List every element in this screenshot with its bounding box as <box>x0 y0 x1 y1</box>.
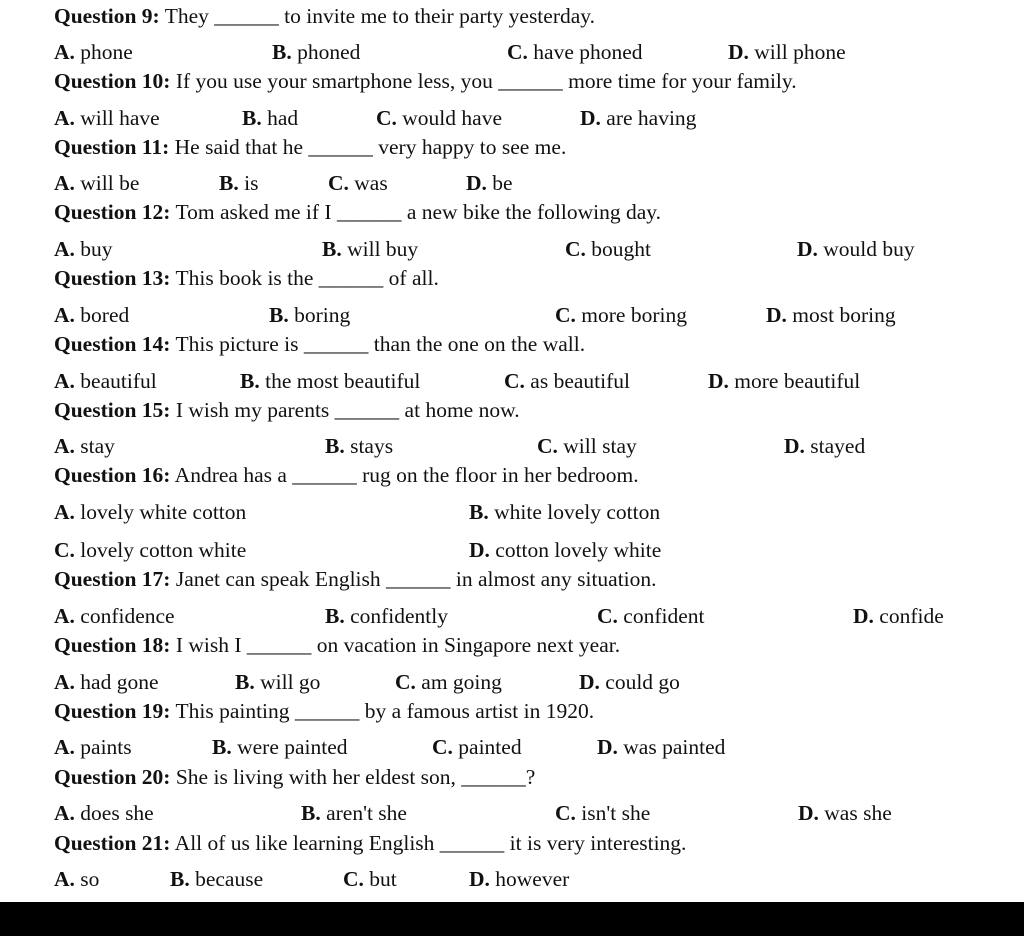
question-text: Janet can speak English ______ in almost any situation. <box>175 567 657 591</box>
question-number: Question 21: <box>54 831 171 855</box>
question-17 <box>54 565 657 593</box>
question-number: Question 18: <box>54 633 171 657</box>
question-number: Question 13: <box>54 266 171 290</box>
option-c[interactable]: C. have phoned <box>507 40 643 64</box>
question-text: I wish my parents ______ at home now. <box>175 398 520 422</box>
option-c[interactable]: C. more boring <box>555 303 687 327</box>
question-number: Question 19: <box>54 699 171 723</box>
option-c[interactable]: C. am going <box>395 670 502 694</box>
question-15 <box>54 396 520 424</box>
option-a[interactable]: A. stay <box>54 434 115 458</box>
question-text: She is living with her eldest son, ______? <box>175 765 536 789</box>
question-11 <box>54 133 566 161</box>
option-c[interactable]: C. isn't she <box>555 801 651 825</box>
question-19 <box>54 697 594 725</box>
option-d[interactable]: D. stayed <box>784 434 866 458</box>
option-a[interactable]: A. paints <box>54 735 132 759</box>
option-a[interactable]: A. so <box>54 867 100 891</box>
question-number: Question 10: <box>54 69 171 93</box>
question-text: They ______ to invite me to their party yesterday. <box>164 4 596 28</box>
option-c[interactable]: C. painted <box>432 735 522 759</box>
option-b[interactable]: B. confidently <box>325 604 449 628</box>
option-b[interactable]: B. were painted <box>212 735 348 759</box>
question-text: Tom asked me if I ______ a new bike the following day. <box>175 200 661 224</box>
question-14 <box>54 330 585 358</box>
option-a[interactable]: A. bored <box>54 303 130 327</box>
question-number: Question 16: <box>54 463 171 487</box>
option-d[interactable]: D. could go <box>579 670 680 694</box>
option-c[interactable]: C. was <box>328 171 388 195</box>
option-c[interactable]: C. confident <box>597 604 705 628</box>
option-d[interactable]: D. however <box>469 867 570 891</box>
question-21 <box>54 829 686 857</box>
question-text: He said that he ______ very happy to see me. <box>174 135 567 159</box>
option-b[interactable]: B. stays <box>325 434 394 458</box>
question-text: If you use your smartphone less, you ______ more time for your family. <box>175 69 797 93</box>
option-c[interactable]: C. will stay <box>537 434 637 458</box>
question-number: Question 20: <box>54 765 171 789</box>
question-text: This picture is ______ than the one on the wall. <box>175 332 586 356</box>
option-d[interactable]: D. are having <box>580 106 697 130</box>
question-18 <box>54 631 620 659</box>
question-number: Question 14: <box>54 332 171 356</box>
option-a[interactable]: A. will be <box>54 171 140 195</box>
question-text: All of us like learning English ______ it is very interesting. <box>174 831 687 855</box>
bottom-black-bar <box>0 902 1024 936</box>
question-number: Question 9: <box>54 4 160 28</box>
question-number: Question 17: <box>54 567 171 591</box>
option-b[interactable]: B. will buy <box>322 237 419 261</box>
question-13 <box>54 264 439 292</box>
option-c[interactable]: C. but <box>343 867 397 891</box>
question-number: Question 11: <box>54 135 170 159</box>
option-c[interactable]: C. bought <box>565 237 652 261</box>
option-b[interactable]: B. the most beautiful <box>240 369 421 393</box>
question-number: Question 12: <box>54 200 171 224</box>
option-d[interactable]: D. be <box>466 171 513 195</box>
option-b[interactable]: B. because <box>170 867 264 891</box>
option-c[interactable]: C. lovely cotton white <box>54 538 247 562</box>
option-b[interactable]: B. aren't she <box>301 801 407 825</box>
question-text: Andrea has a ______ rug on the floor in her bedroom. <box>174 463 639 487</box>
option-b[interactable]: B. had <box>242 106 299 130</box>
question-text: This painting ______ by a famous artist in 1920. <box>175 699 595 723</box>
question-20 <box>54 763 535 791</box>
option-a[interactable]: A. buy <box>54 237 113 261</box>
question-text: This book is the ______ of all. <box>175 266 439 290</box>
option-c[interactable]: C. as beautiful <box>504 369 630 393</box>
question-9 <box>54 2 595 30</box>
option-b[interactable]: B. will go <box>235 670 321 694</box>
option-d[interactable]: D. was painted <box>597 735 726 759</box>
option-d[interactable]: D. would buy <box>797 237 915 261</box>
option-b[interactable]: B. white lovely cotton <box>469 500 661 524</box>
option-a[interactable]: A. phone <box>54 40 133 64</box>
option-b[interactable]: B. is <box>219 171 259 195</box>
option-a[interactable]: A. beautiful <box>54 369 157 393</box>
option-d[interactable]: D. confide <box>853 604 944 628</box>
option-a[interactable]: A. lovely white cotton <box>54 500 247 524</box>
option-a[interactable]: A. will have <box>54 106 160 130</box>
option-d[interactable]: D. was she <box>798 801 892 825</box>
question-text: I wish I ______ on vacation in Singapore next year. <box>175 633 621 657</box>
question-number: Question 15: <box>54 398 171 422</box>
question-12 <box>54 198 661 226</box>
option-a[interactable]: A. does she <box>54 801 154 825</box>
question-10 <box>54 67 797 95</box>
option-a[interactable]: A. confidence <box>54 604 175 628</box>
option-d[interactable]: D. more beautiful <box>708 369 861 393</box>
question-16 <box>54 461 639 489</box>
option-d[interactable]: D. most boring <box>766 303 896 327</box>
option-c[interactable]: C. would have <box>376 106 502 130</box>
option-d[interactable]: D. cotton lovely white <box>469 538 662 562</box>
option-b[interactable]: B. phoned <box>272 40 361 64</box>
option-d[interactable]: D. will phone <box>728 40 846 64</box>
option-a[interactable]: A. had gone <box>54 670 159 694</box>
option-b[interactable]: B. boring <box>269 303 351 327</box>
